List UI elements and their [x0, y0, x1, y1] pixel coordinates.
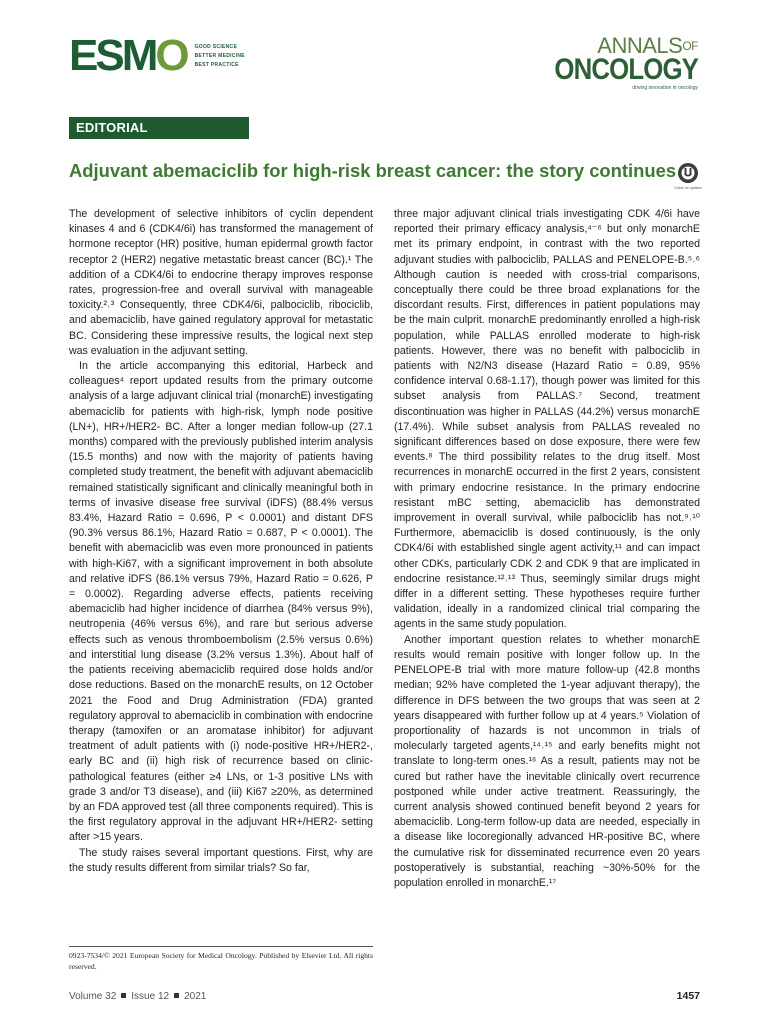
esmo-logo — [69, 31, 245, 80]
issue: Issue 12 — [131, 991, 170, 1002]
separator-square — [174, 993, 179, 998]
paragraph: The study raises several important questions. First, why are the study results different from similar trials? So far, — [69, 846, 373, 874]
page-number: 1457 — [676, 990, 700, 1002]
check-for-updates-icon[interactable] — [676, 162, 700, 196]
journal-logo — [531, 33, 698, 91]
esmo-tagline: GOOD SCIENCE BETTER MEDICINE BEST PRACTICE — [194, 43, 245, 68]
section-label: EDITORIAL — [76, 120, 148, 135]
issue-info — [69, 991, 206, 1002]
volume: Volume 32 — [69, 991, 117, 1002]
section-label-bar — [69, 117, 249, 139]
year: 2021 — [184, 991, 207, 1002]
footnote-divider — [69, 946, 373, 947]
paragraph: The development of selective inhibitors of cyclin dependent kinases 4 and 6 (CDK4/6i) has transformed the management of hormone receptor (HR) positive, human epidermal growth factor receptor 2 (HER2) negative metastatic breast cancer (BC).¹ The addition of a CDK4/6i to endocrine therapy improves response rates, progression-free and overall survival with manageable toxicity.²˒³ Consequently, three CDK4/6i, palbociclib, ribociclib, and abemaciclib, have gained regulatory approval for metastatic BC. Considering these impressive results, the logical next step was evaluation in the adjuvant setting. — [69, 208, 373, 357]
paragraph: In the article accompanying this editorial, Harbeck and colleagues⁴ report updated results from the primary outcome analysis of a large adjuvant clinical trial (monarchE) investigating abemaciclib for patients with high-risk, lymph node positive (LN+), HR+/HER2- BC. After a longer median follow-up (27.1 months) compared with the previously published interim analysis (15.5 months) and now with the majority of patients having completed study treatment, the benefit with adjuvant abemaciclib remained statistically significant and clinically meaningful both in terms of invasive disease free survival (iDFS) (88.4% versus 83.4%, Hazard Ratio = 0.696, P < 0.0001) and distant DFS (90.3% versus 86.1%, Hazard Ratio = 0.687, P < 0.0001). The benefit with abemaciclib was even more pronounced in patients with high-Ki67, with a significant improvement in both absolute and relative iDFS (86.1% versus 79%, Hazard Ratio = 0.626, P = 0.0002). Regarding adverse effects, patients receiving abemaciclib had higher incidence of diarrhea (84% versus 9%), neutropenia (46% versus 6%), and rare but serious adverse effects such as venous thromboembolism (2.5% versus 0.6%) and interstitial lung disease (3.2% versus 1.3%). About half of the patients receiving abemaciclib required dose holds and/or dose reductions. Based on the monarchE results, on 12 October 2021 the Food and Drug Administration (FDA) granted regulatory approval to abemaciclib in combination with endocrine therapy (tamoxifen or an aromatase inhibitor) for adjuvant treatment of adult patients with (i) node-positive HR+/HER2-, early BC and (ii) high risk of recurrence based on clinic-pathological features (either ≥4 LNs, or 1-3 positive LNs with grade 3 and/or T3 disease), and (iii) Ki67 ≥20%, as determined by an FDA approved test (all three components required). This is the first regulatory approval in the adjuvant HR+/HER2- setting after >15 years. — [69, 360, 373, 844]
paragraph: Another important question relates to whether monarchE results would remain positive with longer follow up. In the PENELOPE-B trial with more mature follow-up (42.8 months median; 92% have completed the 1-year adjuvant therapy), the difference in DFS between the two groups that was seen at 2 years disappeared with further follow up at 4 years.⁵ Violation of proportionality of hazards is not uncommon in trials of molecularly targeted agents,¹⁴˒¹⁵ and early benefits might not translate to long-term ones.¹⁶ As a result, patients may not be cured but rather have the inevitable clinically overt recurrence postponed while under active treatment. Reassuringly, the current analysis showed continued benefit beyond 2 years for abemaciclib. Long-term follow-up data are needed, especially in a disease like locoregionally advanced HR-positive BC, where the cumulative risk for disseminated recurrence even 20 years postoperatively is substantial, reaching ~30%-50% for the population enrolled in monarchE.¹⁷ — [394, 633, 700, 889]
journal-logo-annals: ANNALS — [597, 33, 683, 58]
check-for-updates-label: Check for updates — [674, 186, 702, 190]
left-column — [69, 207, 373, 876]
article-title: Adjuvant abemaciclib for high-risk breast cancer: the story continues — [69, 160, 677, 181]
journal-logo-of: OF — [682, 39, 698, 53]
separator-square — [121, 993, 126, 998]
esmo-wordmark: E S M O — [69, 31, 187, 80]
right-column — [394, 207, 700, 891]
journal-logo-subtitle: driving innovation in oncology — [632, 85, 698, 91]
paragraph: three major adjuvant clinical trials investigating CDK 4/6i have reported their primary efficacy analysis,⁴⁻⁶ but only monarchE met its primary endpoint, in contrast with the two reported adjuvant studies with palbociclib, PALLAS and PENELOPE-B.⁵˒⁶ Although caution is needed with cross-trial comparisons, conceptually there could be three broad explanations for the discordant results. First, differences in patient populations may be the main culprit. monarchE predominantly enrolled a high-risk population, while PALLAS enrolled moderate to high-risk patients. However, there was no benefit with palbociclib in patients with N2/N3 disease (Hazard Ratio = 0.89, 95% confidence interval 0.68-1.17), though power was limited for this subset analysis from PALLAS.⁷ Second, treatment discontinuation was higher in PALLAS (44.2%) versus monarchE (17.4%). While subset analysis from PALLAS revealed no significant differences based on dose exposure, there were few events.⁸ The third possibility relates to the drug itself. Most recurrences in monarchE occurred in the first 2 years, consistent with primary endocrine resistance. In the primary endocrine resistant mBC setting, abemaciclib has demonstrated improvement in overall survival, while palbociclib has not.⁹˒¹⁰ Furthermore, abemaciclib is dosed continuously, is the only CDK4/6i with established single agent activity,¹¹ and can impact other CDKs, particularly CDK 2 and CDK 9 that are implicated in endocrine resistance.¹²˒¹³ Thus, seemingly similar drugs might differ in a different setting. These hypotheses require further validation, ideally in a randomized clinical trial comparing the agents in the same study population. — [394, 208, 700, 631]
journal-logo-oncology: ONCOLOGY — [554, 53, 698, 86]
copyright-footnote: 0923-7534/© 2021 European Society for Medical Oncology. Published by Elsevier Ltd. All rights reserved. — [69, 951, 373, 971]
